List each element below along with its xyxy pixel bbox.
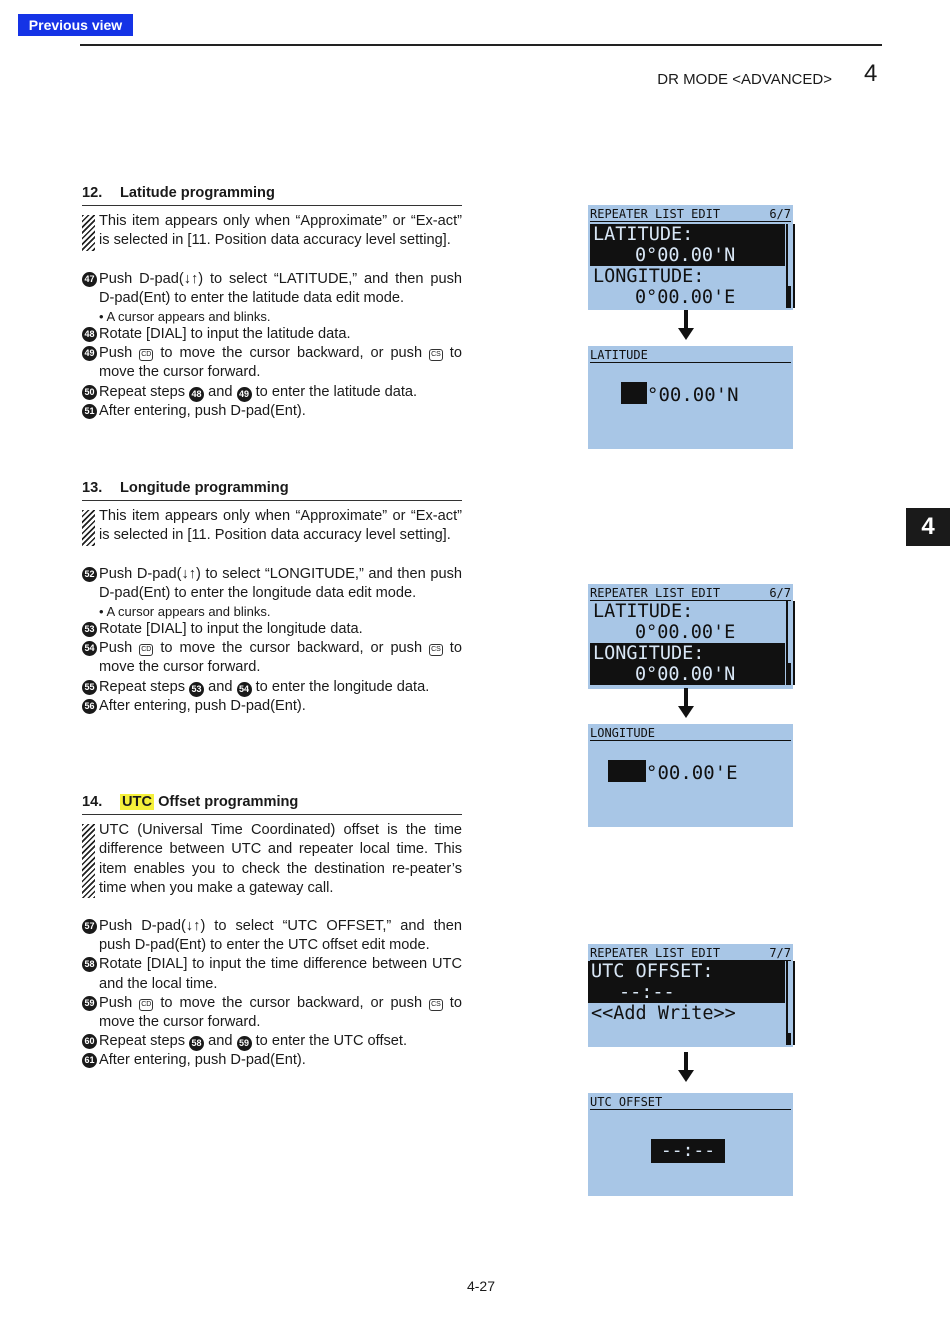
lcd-item-latitude: LATITUDE: 0°00.00'E [593, 601, 736, 643]
step-bullet: • A cursor appears and blinks. [99, 309, 271, 325]
step-number-icon: 51 [82, 404, 97, 419]
step-number-icon: 58 [82, 957, 97, 972]
down-arrow-icon [678, 706, 694, 718]
lcd-cursor [621, 382, 647, 404]
lcd-scroll-thumb [786, 663, 791, 685]
lcd-title: REPEATER LIST EDIT 7/7 [590, 946, 791, 960]
lcd-item-longitude: LONGITUDE: 0°00.00'E [593, 266, 736, 308]
step-59: 59 Push CD to move the cursor backward, or push CS to move the cursor forward. [82, 994, 462, 1032]
section-longitude [82, 479, 462, 716]
note-hatch-icon [82, 824, 95, 898]
cs-key-icon: CS [429, 999, 443, 1011]
lcd-edit-value: °00.00'E [608, 760, 738, 784]
lcd-title: LATITUDE [590, 348, 791, 363]
step-48: 48 Rotate [DIAL] to input the latitude data. [82, 325, 462, 344]
step-number-icon: 55 [82, 680, 97, 695]
step-number-icon: 59 [237, 1036, 252, 1051]
step-58: 58 Rotate [DIAL] to input the time difference between UTC and the local time. [82, 955, 462, 993]
chapter-number: 4 [864, 60, 878, 87]
section-utc-offset [82, 793, 462, 1071]
cs-key-icon: CS [429, 349, 443, 361]
lcd-longitude-edit [588, 724, 793, 827]
header-rule [80, 44, 882, 46]
step-56: 56 After entering, push D-pad(Ent). [82, 697, 462, 716]
section-heading: 13. Longitude programming [82, 479, 462, 501]
lcd-latitude-edit [588, 346, 793, 449]
chapter-side-tab[interactable]: 4 [906, 508, 950, 546]
lcd-repeater-list-utc [588, 944, 793, 1047]
lcd-scroll-thumb [786, 1033, 791, 1045]
step-50: 50 Repeat steps 48 and 49 to enter the latitude data. [82, 383, 462, 402]
step-53: 53 Rotate [DIAL] to input the longitude data. [82, 620, 462, 639]
lcd-cursor [608, 760, 646, 782]
header-section-title: DR MODE <ADVANCED> [657, 71, 832, 88]
lcd-item-utc-offset: UTC OFFSET: --:-- [588, 961, 785, 1003]
note-hatch-icon [82, 510, 95, 545]
lcd-item-latitude: LATITUDE: 0°00.00'N [590, 224, 785, 266]
note: UTC (Universal Time Coordinated) offset is the time difference between UTC and repeater local time. This item enables you to check the destination re-peater’s time when you make a gateway call. [82, 821, 462, 898]
section-latitude [82, 184, 462, 421]
note: This item appears only when “Approximate” or “Ex-act” is selected in [11. Position data accuracy level setting]. [82, 507, 462, 545]
step-number-icon: 49 [82, 346, 97, 361]
step-47: 47 Push D-pad(↓↑) to select “LATITUDE,” and then push D-pad(Ent) to enter the latitude data edit mode. [82, 270, 462, 308]
step-number-icon: 47 [82, 272, 97, 287]
step-number-icon: 49 [237, 387, 252, 402]
step-55: 55 Repeat steps 53 and 54 to enter the longitude data. [82, 678, 462, 697]
note: This item appears only when “Approximate” or “Ex-act” is selected in [11. Position data accuracy level setting]. [82, 212, 462, 250]
step-52: 52 Push D-pad(↓↑) to select “LONGITUDE,” and then push D-pad(Ent) to enter the longitude data edit mode. [82, 565, 462, 603]
down-arrow-icon [678, 1070, 694, 1082]
step-number-icon: 48 [82, 327, 97, 342]
page-number: 4-27 [466, 1278, 496, 1294]
step-number-icon: 59 [82, 996, 97, 1011]
lcd-item-longitude: LONGITUDE: 0°00.00'N [590, 643, 785, 685]
lcd-page: 6/7 [769, 586, 791, 600]
cd-key-icon: CD [139, 999, 153, 1011]
lcd-title: REPEATER LIST EDIT 6/7 [590, 207, 791, 221]
note-hatch-icon [82, 215, 95, 250]
down-arrow-icon [678, 328, 694, 340]
section-heading: 12. Latitude programming [82, 184, 462, 206]
cd-key-icon: CD [139, 349, 153, 361]
step-number-icon: 60 [82, 1034, 97, 1049]
highlighted-term: UTC [122, 794, 152, 810]
step-60: 60 Repeat steps 58 and 59 to enter the UTC offset. [82, 1032, 462, 1051]
lcd-repeater-list-longitude [588, 584, 793, 689]
step-number-icon: 50 [82, 385, 97, 400]
lcd-repeater-list-latitude [588, 205, 793, 310]
lcd-utc-offset-edit [588, 1093, 793, 1196]
step-number-icon: 58 [189, 1036, 204, 1051]
step-54: 54 Push CD to move the cursor backward, or push CS to move the cursor forward. [82, 639, 462, 677]
lcd-edit-value: °00.00'N [621, 382, 739, 406]
previous-view-button[interactable]: Previous view [18, 14, 133, 36]
step-number-icon: 48 [189, 387, 204, 402]
lcd-edit-value: --:-- [651, 1139, 725, 1163]
step-51: 51 After entering, push D-pad(Ent). [82, 402, 462, 421]
step-number-icon: 61 [82, 1053, 97, 1068]
step-number-icon: 56 [82, 699, 97, 714]
step-number-icon: 53 [189, 682, 204, 697]
lcd-page: 6/7 [769, 207, 791, 221]
step-bullet: • A cursor appears and blinks. [99, 604, 271, 620]
step-number-icon: 54 [237, 682, 252, 697]
step-number-icon: 54 [82, 641, 97, 656]
step-49: 49 Push CD to move the cursor backward, or push CS to move the cursor forward. [82, 344, 462, 382]
step-number-icon: 57 [82, 919, 97, 934]
cs-key-icon: CS [429, 644, 443, 656]
step-number-icon: 53 [82, 622, 97, 637]
lcd-title: REPEATER LIST EDIT 6/7 [590, 586, 791, 600]
step-57: 57 Push D-pad(↓↑) to select “UTC OFFSET,” and then push D-pad(Ent) to enter the UTC offset edit mode. [82, 917, 462, 955]
lcd-page: 7/7 [769, 946, 791, 960]
cd-key-icon: CD [139, 644, 153, 656]
lcd-title: LONGITUDE [590, 726, 791, 741]
lcd-title: UTC OFFSET [590, 1095, 791, 1110]
step-61: 61 After entering, push D-pad(Ent). [82, 1051, 462, 1070]
section-heading: 14. UTC Offset programming [82, 793, 462, 815]
lcd-scroll-thumb [786, 286, 791, 308]
lcd-item-add-write: <<Add Write>> [591, 1003, 736, 1024]
step-number-icon: 52 [82, 567, 97, 582]
